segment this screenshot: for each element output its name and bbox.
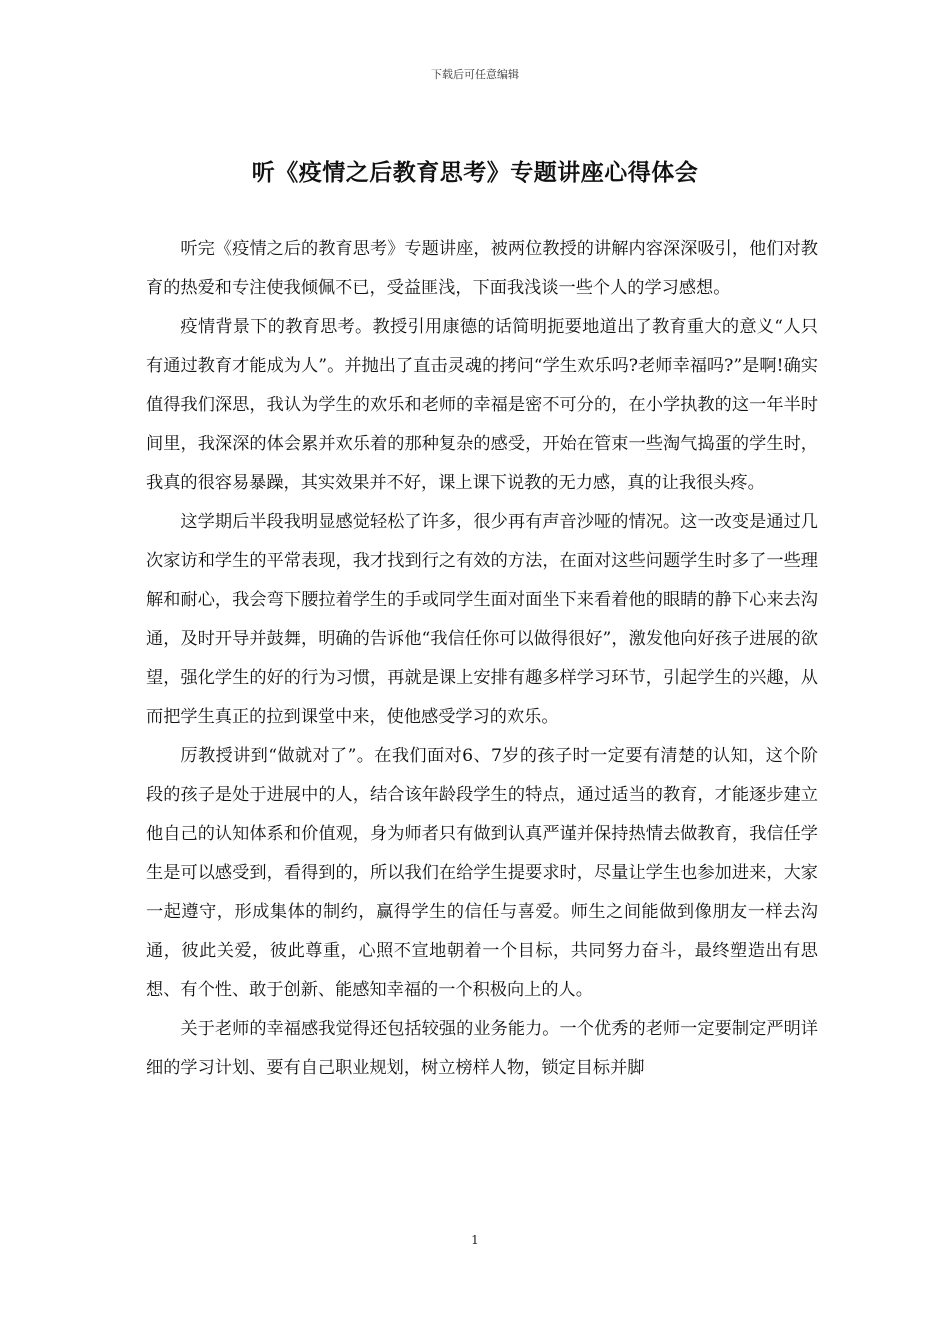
paragraph-just-do-it: 厉教授讲到“做就对了”。在我们面对6、7岁的孩子时一定要有清楚的认知，这个阶段的孩子是处于进展中的人，结合该年龄段学生的特点，通过适当的教育，才能逐步建立他自己的认知体系和价值观，身为师者只有做到认真严谨并保持热情去做教育，我信任学生是可以感受到，看得到的，所以我们在给学生提要求时，尽量让学生也参加进来，大家一起遵守，形成集体的制约，赢得学生的信任与喜爱。师生之间能做到像朋友一样去沟通，彼此关爱，彼此尊重，心照不宣地朝着一个目标，共同努力奋斗，最终塑造出有思想、有个性、敢于创新、能感知幸福的一个积极向上的人。 <box>146 746 818 1000</box>
paragraph-semester-change: 这学期后半段我明显感觉轻松了许多，很少再有声音沙哑的情况。这一改变是通过几次家访和学生的平常表现，我才找到行之有效的方法，在面对这些问题学生时多了一些理解和耐心，我会弯下腰拉着学生的手或同学生面对面坐下来看着他的眼睛的静下心来去沟通，及时开导并鼓舞，明确的告诉他“我信任你可以做得很好”，激发他向好孩子进展的欲望，强化学生的好的行为习惯，再就是课上安排有趣多样学习环节，引起学生的兴趣，从而把学生真正的拉到课堂中来，使他感受学习的欢乐。 <box>146 512 818 727</box>
paragraph-teacher-happiness: 关于老师的幸福感我觉得还包括较强的业务能力。一个优秀的老师一定要制定严明详细的学习计划、要有自己职业规划，树立榜样人物，锁定目标并脚 <box>146 1019 818 1078</box>
document-body <box>146 230 818 1088</box>
page-header-note: 下载后可任意编辑 <box>431 68 519 81</box>
page-number: 1 <box>471 1233 479 1247</box>
document-title: 听《疫情之后教育思考》专题讲座心得体会 <box>251 159 699 186</box>
paragraph-education-reflection: 疫情背景下的教育思考。教授引用康德的话简明扼要地道出了教育重大的意义“人只有通过教育才能成为人”。并抛出了直击灵魂的拷问“学生欢乐吗?老师幸福吗?”是啊!确实值得我们深思，我认为学生的欢乐和老师的幸福是密不可分的，在小学执教的这一年半时间里，我深深的体会累并欢乐着的那种复杂的感受，开始在管束一些淘气捣蛋的学生时，我真的很容易暴躁，其实效果并不好，课上课下说教的无力感，真的让我很头疼。 <box>146 317 818 493</box>
paragraph-intro: 听完《疫情之后的教育思考》专题讲座，被两位教授的讲解内容深深吸引，他们对教育的热爱和专注使我倾佩不已，受益匪浅，下面我浅谈一些个人的学习感想。 <box>146 239 818 298</box>
